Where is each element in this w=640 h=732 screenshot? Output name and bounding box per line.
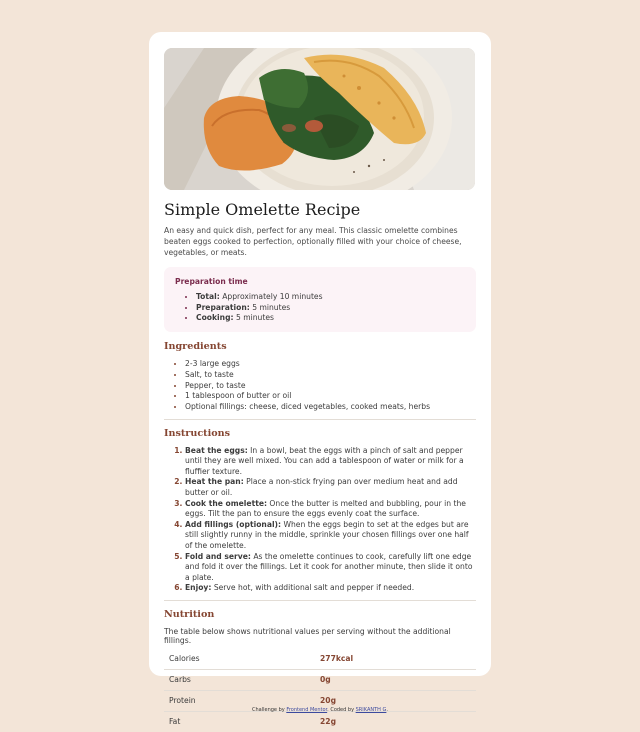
step-label: Add fillings (optional): <box>185 519 282 529</box>
nutrient-value: 22g <box>320 717 337 727</box>
attribution-footer <box>0 707 640 713</box>
step-text: Serve hot, with additional salt and pepper if needed. <box>211 583 415 593</box>
list-item <box>196 303 465 314</box>
table-row <box>164 649 476 670</box>
list-item <box>185 520 476 552</box>
author-link[interactable]: SRIKANTH G <box>355 707 387 713</box>
ingredients-heading: Ingredients <box>164 341 227 353</box>
item-text: 5 minutes <box>249 302 291 312</box>
divider <box>164 600 476 601</box>
preparation-heading: Preparation time <box>175 277 248 286</box>
item-label: Total: <box>196 292 220 301</box>
nutrition-heading: Nutrition <box>164 608 215 620</box>
nutrient-name: Calories <box>164 649 320 670</box>
list-item <box>185 446 476 478</box>
step-label: Enjoy: <box>185 583 212 593</box>
step-text: Place a non-stick frying pan over medium heat and add butter or oil. <box>185 477 458 497</box>
list-item <box>196 313 465 324</box>
preparation-list <box>175 292 465 324</box>
footer-text: . Coded by <box>327 707 356 713</box>
list-item: • 2-3 large eggs <box>185 359 476 370</box>
instructions-list <box>164 446 476 594</box>
nutrient-value: 20g <box>320 690 476 711</box>
step-text: Once the butter is melted and bubbling, pour in the eggs. Tilt the pan to ensure the eggs evenly coat the surface. <box>185 498 466 519</box>
step-text: In a bowl, beat the eggs with a pinch of salt and pepper until they are well mixed. You can add a tablespoon of water or milk for a fluffier texture. <box>185 445 464 476</box>
list-item <box>185 552 476 584</box>
list-item <box>185 477 476 498</box>
instructions-heading: Instructions <box>164 427 231 439</box>
list-item: • Salt, to taste <box>185 370 476 381</box>
list-item <box>185 583 476 594</box>
ingredients-list <box>164 359 476 413</box>
item-label: Cooking: <box>196 313 234 323</box>
step-label: Beat the eggs: <box>185 445 248 455</box>
step-text: As the omelette continues to cook, carefully lift one edge and fold it over the fillings. Let it cook for another minute, then slide it onto a plate. <box>185 551 473 582</box>
item-text: 5 minutes <box>233 313 274 323</box>
list-item: • Optional fillings: cheese, diced vegetables, cooked meats, herbs <box>185 402 476 413</box>
nutrient-value: 277kcal <box>320 649 476 670</box>
omelette-image <box>164 48 475 190</box>
list-item: • Pepper, to taste <box>185 381 476 392</box>
recipe-title: Simple Omelette Recipe <box>164 200 361 219</box>
step-label: Cook the omelette: <box>185 498 268 508</box>
preparation-box <box>164 267 476 332</box>
recipe-intro: An easy and quick dish, perfect for any meal. This classic omelette combines beaten eggs cooked to perfection, optionally filled with your choice of cheese, vegetables, or meats. <box>164 226 462 257</box>
step-text: When the eggs begin to set at the edges but are still slightly runny in the middle, sprinkle your chosen fillings over one half of the omelette. <box>185 519 469 550</box>
nutrition-intro: The table below shows nutritional values per serving without the additional fillings. <box>164 626 451 645</box>
frontend-mentor-link[interactable]: Frontend Mentor <box>286 707 328 713</box>
nutrient-name: Carbs <box>164 669 320 690</box>
list-item <box>185 499 476 520</box>
list-item <box>196 292 465 303</box>
nutrient-name: Fat <box>169 717 181 727</box>
footer-text: . <box>386 707 388 713</box>
item-text: Approximately 10 minutes <box>219 292 323 301</box>
list-item: • 1 tablespoon of butter or oil <box>185 391 476 402</box>
table-row <box>164 711 476 732</box>
item-label: Preparation: <box>196 302 250 312</box>
nutrient-value: 0g <box>320 669 476 690</box>
step-label: Heat the pan: <box>185 477 244 487</box>
divider <box>164 419 476 420</box>
nutrient-name: Protein <box>164 690 320 711</box>
step-label: Fold and serve: <box>185 551 251 561</box>
footer-text: Challenge by <box>252 707 287 713</box>
nutrition-table <box>164 649 476 732</box>
table-row <box>164 669 476 690</box>
